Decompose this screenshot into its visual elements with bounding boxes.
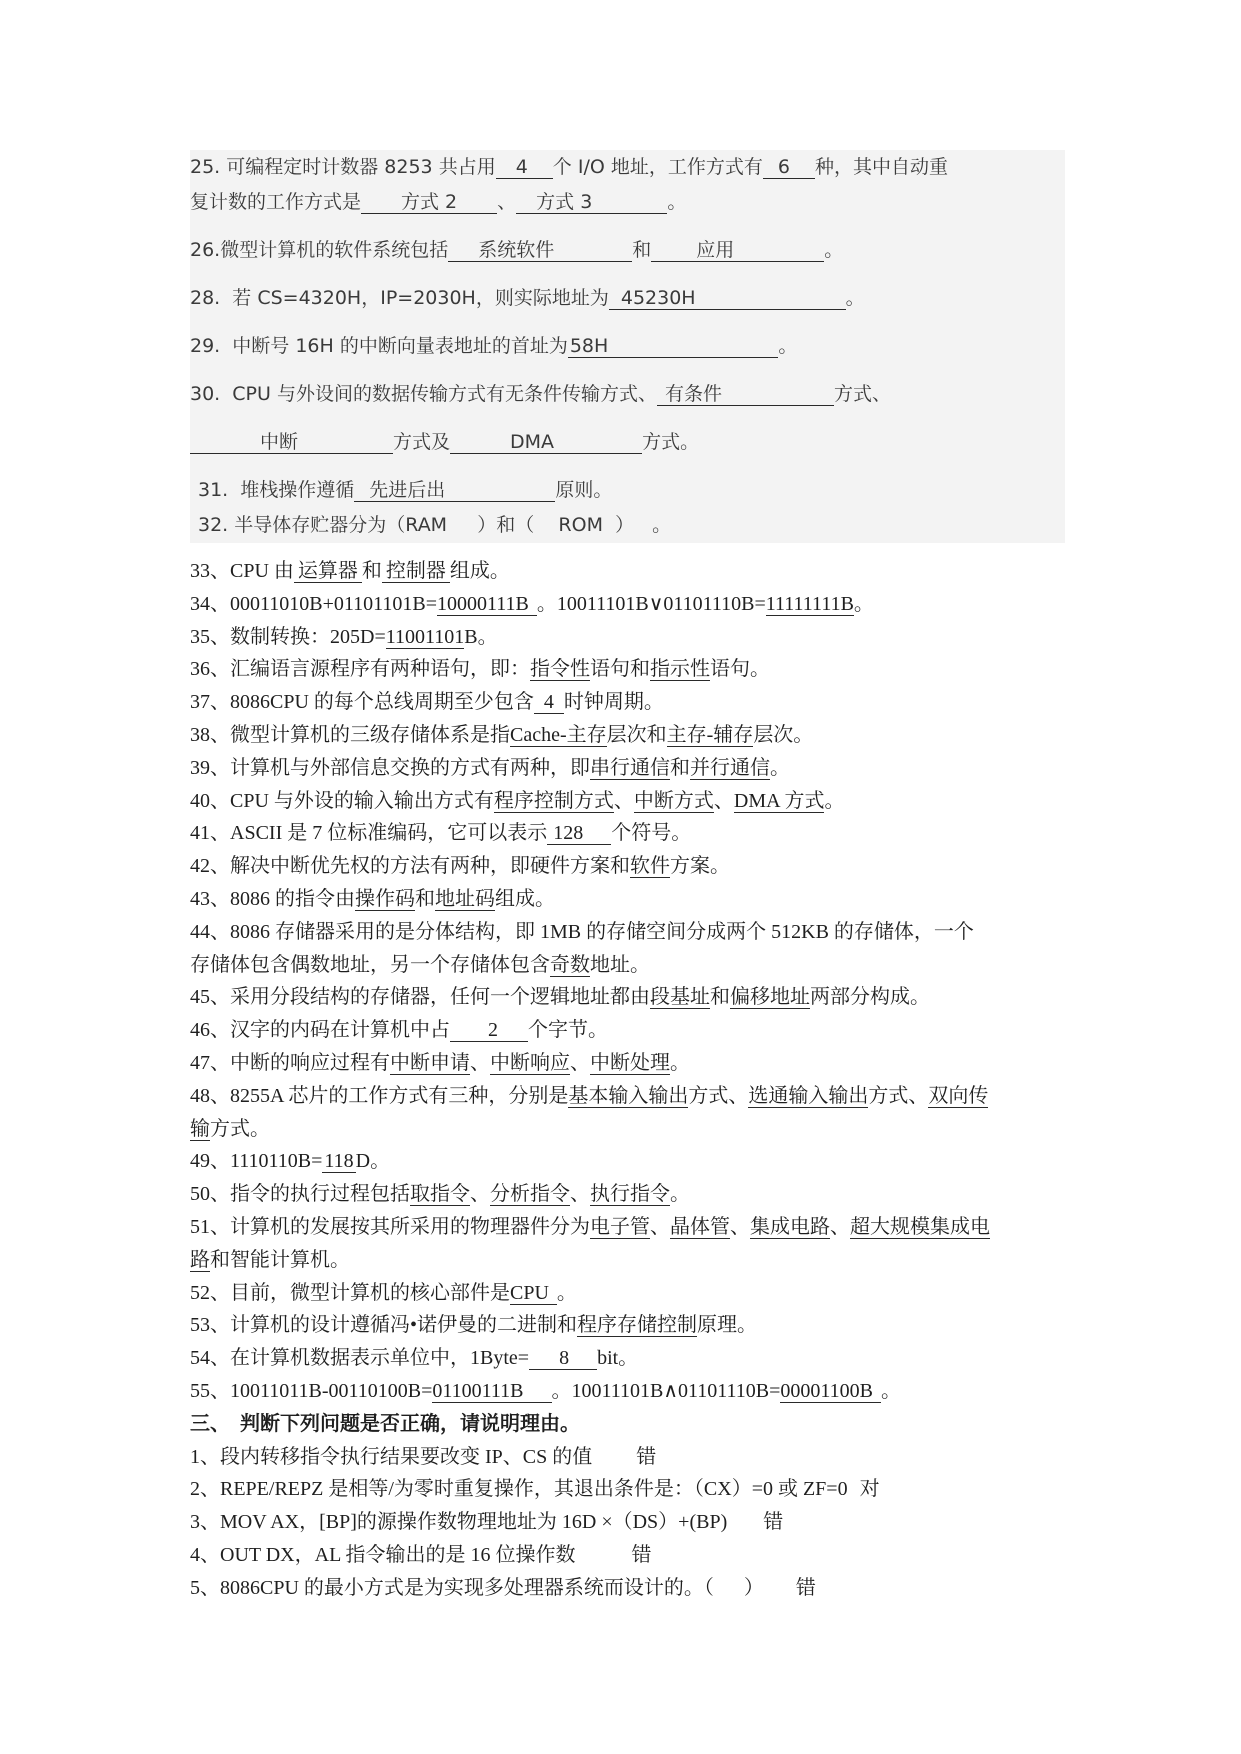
question-text: 和 — [415, 887, 435, 910]
question-38 — [190, 719, 1065, 752]
question-text: 45、采用分段结构的存储器，任何一个逻辑地址都由 — [190, 986, 650, 1009]
judgement-answer: 对 — [859, 1478, 880, 1501]
question-text: 和 — [361, 560, 382, 582]
question-28 — [190, 281, 1065, 316]
answer-blank: 指示性 — [650, 658, 710, 681]
answer-blank: 有条件 — [657, 383, 834, 406]
answer-blank: 程序存储控制 — [577, 1314, 698, 1337]
question-text: 。 — [824, 789, 845, 812]
question-list — [190, 555, 1065, 1605]
answer-blank: 4 — [534, 691, 564, 714]
answer-blank: 方式 2 — [361, 191, 497, 214]
question-text: 方式、 — [833, 383, 891, 405]
question-text: 34、00011010B+01101101B= — [190, 592, 438, 615]
question-text: 地址。 — [590, 953, 650, 976]
answer-blank: 双向传 — [928, 1084, 989, 1107]
question-37 — [190, 686, 1065, 719]
question-45 — [190, 981, 1065, 1014]
answer-blank: 10000111B — [437, 593, 537, 616]
question-text: 48、8255A 芯片的工作方式有三种，分别是 — [190, 1084, 569, 1107]
question-text: 49、1110110B= — [190, 1150, 323, 1173]
answer-blank: 中断 — [190, 431, 393, 454]
judgement-statement: 2、REPE/REPZ 是相等/为零时重复操作，其退出条件是：（CX）=0 或 ZF=0 — [190, 1478, 848, 1501]
question-text: 29. 中断号 16H 的中断向量表地址的首址为 — [190, 335, 568, 357]
question-text: 36、汇编语言源程序有两种语句，即： — [190, 658, 530, 681]
question-text: 方式、 — [688, 1084, 749, 1107]
question-text: 52、目前，微型计算机的核心部件是 — [190, 1281, 510, 1304]
question-52 — [190, 1277, 1065, 1310]
question-text: 、 — [650, 1215, 670, 1238]
question-text: 。 — [778, 335, 798, 357]
answer-blank: 指令性 — [530, 658, 590, 681]
question-35 — [190, 621, 1065, 654]
answer-blank: 段基址 — [650, 986, 710, 1009]
question-text: bit。 — [597, 1347, 639, 1370]
answer-blank: 操作码 — [355, 887, 415, 910]
shaded-question-block — [190, 150, 1065, 543]
answer-blank: 程序控制方式 — [493, 789, 614, 812]
question-text: 28. 若 CS=4320H，IP=2030H，则实际地址为 — [190, 287, 609, 309]
question-32 — [190, 508, 1065, 543]
answer-blank: 控制器 — [382, 560, 450, 583]
question-text: 、 — [730, 1215, 750, 1238]
answer-blank: 晶体管 — [670, 1215, 730, 1238]
question-text: 和 — [670, 756, 690, 779]
document-content — [190, 150, 1065, 1605]
question-text: 层次。 — [753, 723, 814, 746]
question-text: 和 — [710, 986, 730, 1009]
section-heading-judgement: 三、 判断下列问题是否正确，请说明理由。 — [190, 1412, 580, 1435]
question-text: 47、中断的响应过程有 — [190, 1051, 390, 1074]
question-29 — [190, 329, 1065, 364]
answer-blank: 中断方式 — [633, 789, 714, 812]
question-text: 41、ASCII 是 7 位标准编码，它可以表示 — [190, 822, 548, 845]
question-text: 25. 可编程定时计数器 8253 共占用 — [190, 156, 496, 178]
question-text: 语句。 — [710, 658, 770, 681]
answer-blank: 取指令 — [410, 1183, 470, 1206]
judgement-statement: 4、OUT DX，AL 指令输出的是 16 位操作数 — [190, 1543, 576, 1566]
answer-blank: 运算器 — [294, 560, 362, 583]
answer-blank: 系统软件 — [448, 239, 632, 262]
question-text: 53、计算机的设计遵循冯•诺伊曼的二进制和 — [190, 1314, 578, 1337]
question-text: 和智能计算机。 — [210, 1248, 350, 1271]
question-text: 和 — [632, 239, 652, 261]
question-text: 复计数的工作方式是 — [190, 191, 362, 213]
question-text: 。 — [881, 1379, 902, 1402]
judgement-statement: 5、8086CPU 的最小方式是为实现多处理器系统而设计的。（ ） — [190, 1576, 764, 1599]
judgement-statement: 1、段内转移指令执行结果要改变 IP、CS 的值 — [190, 1445, 593, 1468]
answer-blank: 方式 3 — [516, 191, 667, 214]
question-33 — [190, 555, 1065, 588]
question-43 — [190, 883, 1065, 916]
answer-blank: 并行通信 — [690, 756, 770, 779]
answer-blank: 118 — [324, 1150, 354, 1173]
answer-blank: 4 — [496, 156, 553, 179]
answer-blank: 128 — [547, 822, 611, 845]
answer-blank: 中断响应 — [490, 1051, 570, 1074]
question-50 — [190, 1178, 1065, 1211]
question-text: 、 — [470, 1183, 490, 1206]
answer-blank: 软件 — [630, 855, 670, 878]
question-text: 组成。 — [495, 887, 555, 910]
judgement-answer: 错 — [795, 1576, 816, 1599]
question-text: 个字节。 — [528, 1019, 608, 1042]
question-44-line-1 — [190, 916, 1065, 949]
answer-blank: 选通输入输出 — [748, 1084, 869, 1107]
question-text: 语句和 — [590, 658, 650, 681]
judgement-answer: 错 — [636, 1445, 657, 1468]
question-text: 43、8086 的指令由 — [190, 887, 355, 910]
question-text: 。10011101B∨01101110B= — [536, 592, 766, 615]
question-text: 32. 半导体存贮器分为（RAM ）和（ ROM ） 。 — [198, 514, 672, 536]
question-text: 种，其中自动重 — [814, 156, 948, 178]
question-25-line-2 — [190, 185, 1065, 220]
question-42 — [190, 850, 1065, 883]
answer-blank: 主存-辅存 — [666, 723, 754, 746]
question-text: 。 — [667, 191, 687, 213]
question-text: 35、数制转换：205D= — [190, 625, 386, 648]
answer-blank: 11111111B — [765, 592, 854, 615]
question-34 — [190, 588, 1065, 621]
question-text: 个符号。 — [611, 822, 692, 845]
question-text: 、 — [570, 1183, 590, 1206]
question-text: 、 — [470, 1051, 490, 1074]
question-44-line-2 — [190, 949, 1065, 982]
question-text: 、 — [830, 1215, 850, 1238]
answer-blank: 集成电路 — [750, 1215, 830, 1238]
answer-blank: 输 — [190, 1117, 210, 1140]
question-text: 个 I/O 地址，工作方式有 — [552, 156, 763, 178]
question-text: 方式及 — [393, 431, 451, 453]
question-text: 50、指令的执行过程包括 — [190, 1183, 410, 1206]
question-53 — [190, 1309, 1065, 1342]
question-31 — [190, 473, 1065, 508]
question-30-line-1 — [190, 377, 1065, 412]
answer-blank: 执行指令 — [590, 1183, 670, 1206]
answer-blank: 地址码 — [435, 887, 495, 910]
question-48-line-1 — [190, 1080, 1065, 1113]
question-text: 42、解决中断优先权的方法有两种，即硬件方案和 — [190, 855, 630, 878]
question-39 — [190, 752, 1065, 785]
question-25-line-1 — [190, 150, 1065, 185]
question-text: 方案。 — [670, 855, 730, 878]
question-text: D。 — [355, 1150, 391, 1173]
answer-blank: 先进后出 — [354, 479, 555, 502]
answer-blank: 8 — [529, 1347, 597, 1370]
question-text: 。 — [853, 592, 874, 615]
question-text: 。 — [824, 239, 844, 261]
question-text: 。10011101B∧01101110B= — [551, 1379, 781, 1402]
answer-blank: 奇数 — [550, 953, 590, 976]
question-text: 、 — [713, 789, 734, 812]
question-49 — [190, 1145, 1065, 1178]
question-text: 原则。 — [555, 479, 613, 501]
answer-blank: 超大规模集成电 — [850, 1215, 990, 1238]
answer-blank: 电子管 — [590, 1215, 650, 1238]
judgement-item-2 — [190, 1473, 1065, 1506]
answer-blank: 45230H — [609, 287, 846, 310]
question-text: 40、CPU 与外设的输入输出方式有 — [190, 789, 494, 812]
answer-blank: Cache-主存 — [510, 723, 607, 746]
answer-blank: 2 — [450, 1019, 528, 1042]
question-30-line-2 — [190, 425, 1065, 460]
question-text: 26.微型计算机的软件系统包括 — [190, 239, 449, 261]
answer-blank: 基本输入输出 — [568, 1084, 689, 1107]
question-text: 38、微型计算机的三级存储体系是指 — [190, 723, 510, 746]
question-text: 组成。 — [449, 560, 510, 582]
question-46 — [190, 1014, 1065, 1047]
question-54 — [190, 1342, 1065, 1375]
question-text: 层次和 — [606, 723, 667, 746]
question-text: 55、10011011B-00110100B= — [190, 1379, 433, 1402]
answer-blank: DMA 方式 — [733, 789, 825, 812]
question-text: 。 — [556, 1281, 577, 1304]
answer-blank: 58H — [568, 335, 778, 358]
question-text: 30. CPU 与外设间的数据传输方式有无条件传输方式、 — [190, 383, 657, 405]
question-text: 方式。 — [642, 431, 700, 453]
question-26 — [190, 233, 1065, 268]
question-text: 两部分构成。 — [810, 986, 930, 1009]
question-47 — [190, 1047, 1065, 1080]
answer-blank: 11001101 — [385, 625, 465, 648]
question-text: 。 — [670, 1183, 690, 1206]
judgement-answer: 错 — [763, 1511, 784, 1534]
answer-blank: DMA — [450, 431, 642, 454]
answer-blank: 中断处理 — [590, 1051, 670, 1074]
judgement-item-1 — [190, 1441, 1065, 1474]
question-40 — [190, 785, 1065, 818]
question-text: 方式、 — [868, 1084, 929, 1107]
answer-blank: 路 — [190, 1248, 210, 1271]
question-text: 。 — [670, 1051, 690, 1074]
answer-blank: CPU — [510, 1282, 557, 1305]
answer-blank: 串行通信 — [590, 756, 670, 779]
question-text: 存储体包含偶数地址，另一个存储体包含 — [190, 953, 550, 976]
question-51-line-2 — [190, 1244, 1065, 1277]
judgement-answer: 错 — [631, 1543, 652, 1566]
judgement-item-4 — [190, 1539, 1065, 1572]
question-text: 时钟周期。 — [563, 691, 664, 714]
answer-blank: 中断申请 — [390, 1051, 470, 1074]
question-text: 。 — [770, 756, 790, 779]
answer-blank: 应用 — [651, 239, 824, 262]
answer-blank: 分析指令 — [490, 1183, 570, 1206]
question-text: B。 — [464, 625, 498, 648]
question-text: 。 — [845, 287, 865, 309]
question-55 — [190, 1375, 1065, 1408]
question-text: 原理。 — [697, 1314, 758, 1337]
answer-blank: 6 — [763, 156, 815, 179]
judgement-statement: 3、MOV AX，[BP]的源操作数物理地址为 16D ×（DS）+(BP) — [190, 1511, 728, 1534]
question-text: 、 — [570, 1051, 590, 1074]
question-51-line-1 — [190, 1211, 1065, 1244]
judgement-item-5 — [190, 1572, 1065, 1605]
answer-blank: 01100111B — [432, 1380, 551, 1403]
answer-blank: 偏移地址 — [730, 986, 810, 1009]
question-text: 、 — [497, 191, 517, 213]
judgement-item-3 — [190, 1506, 1065, 1539]
question-text: 37、8086CPU 的每个总线周期至少包含 — [190, 691, 534, 714]
question-text: 33、CPU 由 — [190, 560, 294, 582]
question-text: 39、计算机与外部信息交换的方式有两种，即 — [190, 756, 590, 779]
question-text: 31. 堆栈操作遵循 — [198, 479, 355, 501]
question-text: 44、8086 存储器采用的是分体结构，即 1MB 的存储空间分成两个 512KB 的存储体，一个 — [190, 920, 974, 943]
question-41 — [190, 817, 1065, 850]
question-36 — [190, 653, 1065, 686]
question-text: 方式。 — [210, 1117, 270, 1140]
question-text: 51、计算机的发展按其所采用的物理器件分为 — [190, 1215, 590, 1238]
question-text: 、 — [613, 789, 634, 812]
question-48-line-2 — [190, 1113, 1065, 1146]
answer-blank: 00001100B — [780, 1380, 881, 1403]
question-text: 46、汉字的内码在计算机中占 — [190, 1019, 450, 1042]
question-text: 54、在计算机数据表示单位中，1Byte= — [190, 1347, 530, 1370]
